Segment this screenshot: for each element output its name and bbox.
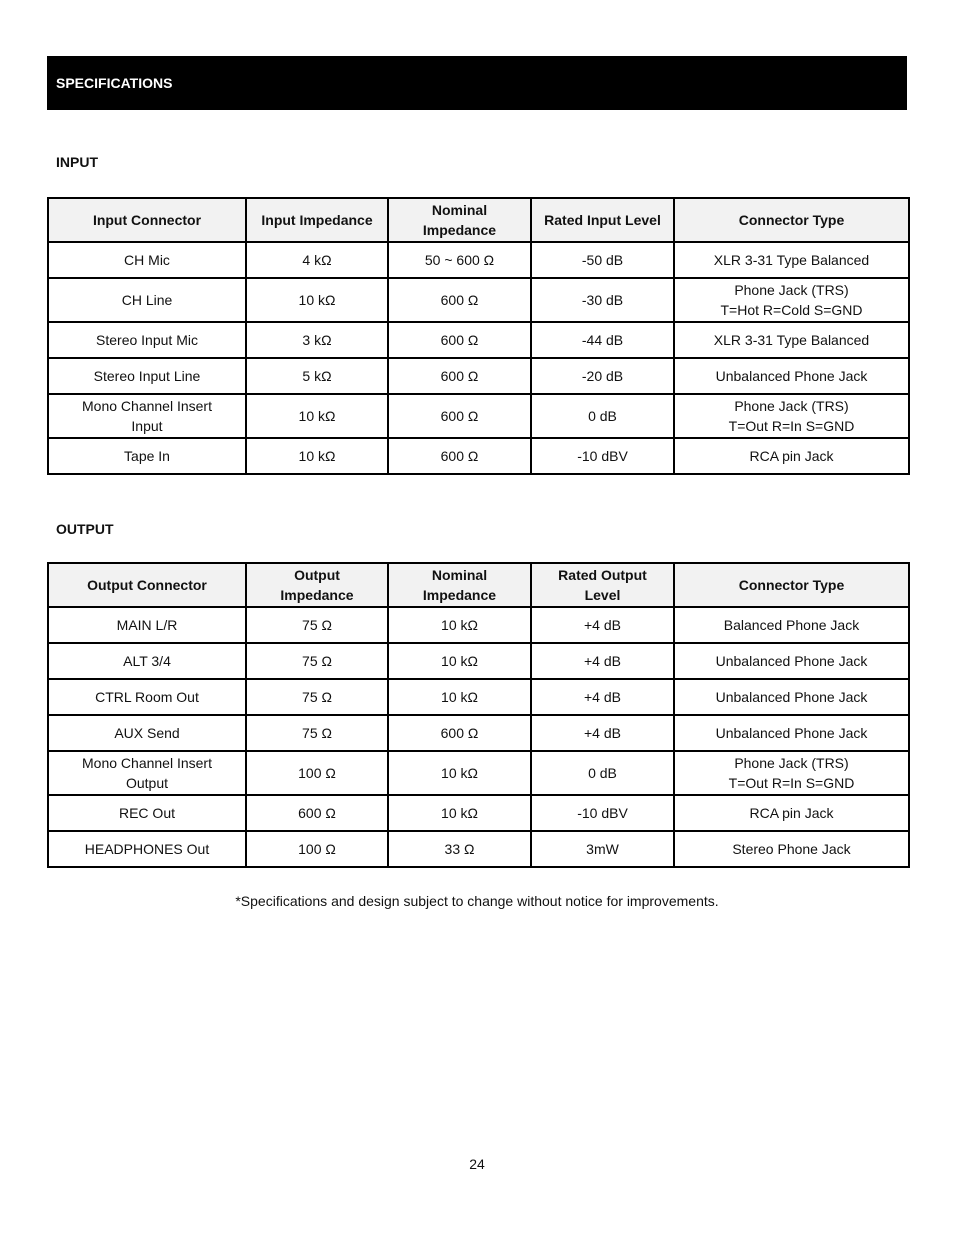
table-cell: Mono Channel Insert Output xyxy=(48,751,246,795)
table-cell: 50 ~ 600 Ω xyxy=(388,242,531,278)
table-cell: Balanced Phone Jack xyxy=(674,607,909,643)
table-cell: Phone Jack (TRS) T=Out R=In S=GND xyxy=(674,751,909,795)
table-cell: 10 kΩ xyxy=(246,394,388,438)
header-cell: Output Connector xyxy=(48,563,246,607)
header-cell: Nominal Impedance xyxy=(388,563,531,607)
table-cell: XLR 3-31 Type Balanced xyxy=(674,322,909,358)
table-row xyxy=(48,438,909,474)
table-cell: 0 dB xyxy=(531,751,674,795)
table-row xyxy=(48,607,909,643)
table-row xyxy=(48,679,909,715)
table-cell: 600 Ω xyxy=(388,394,531,438)
header-cell: Rated Output Level xyxy=(531,563,674,607)
table-cell: +4 dB xyxy=(531,679,674,715)
input-table-body xyxy=(48,242,909,474)
table-cell: Unbalanced Phone Jack xyxy=(674,679,909,715)
table-cell: Stereo Input Line xyxy=(48,358,246,394)
table-cell: 600 Ω xyxy=(388,358,531,394)
table-cell: -50 dB xyxy=(531,242,674,278)
header-cell: Nominal Impedance xyxy=(388,198,531,242)
header-cell: Connector Type xyxy=(674,563,909,607)
output-table-body xyxy=(48,607,909,867)
table-cell: 0 dB xyxy=(531,394,674,438)
banner-title: SPECIFICATIONS xyxy=(56,75,173,91)
table-cell: 100 Ω xyxy=(246,751,388,795)
table-row xyxy=(48,242,909,278)
table-cell: Stereo Input Mic xyxy=(48,322,246,358)
table-cell: Tape In xyxy=(48,438,246,474)
table-cell: -44 dB xyxy=(531,322,674,358)
table-cell: +4 dB xyxy=(531,643,674,679)
table-cell: XLR 3-31 Type Balanced xyxy=(674,242,909,278)
table-row xyxy=(48,322,909,358)
table-cell: 75 Ω xyxy=(246,715,388,751)
table-cell: 3 kΩ xyxy=(246,322,388,358)
table-cell: 10 kΩ xyxy=(246,438,388,474)
table-cell: HEADPHONES Out xyxy=(48,831,246,867)
table-row xyxy=(48,715,909,751)
page-number: 24 xyxy=(469,1156,485,1172)
table-cell: 600 Ω xyxy=(246,795,388,831)
table-cell: Unbalanced Phone Jack xyxy=(674,715,909,751)
table-cell: AUX Send xyxy=(48,715,246,751)
header-cell: Rated Input Level xyxy=(531,198,674,242)
table-cell: -10 dBV xyxy=(531,795,674,831)
table-cell: -10 dBV xyxy=(531,438,674,474)
table-row xyxy=(48,358,909,394)
table-row xyxy=(48,831,909,867)
table-cell: 10 kΩ xyxy=(388,607,531,643)
table-cell: 75 Ω xyxy=(246,643,388,679)
table-cell: 75 Ω xyxy=(246,679,388,715)
table-cell: Unbalanced Phone Jack xyxy=(674,643,909,679)
table-cell: 600 Ω xyxy=(388,438,531,474)
header-cell: Input Impedance xyxy=(246,198,388,242)
table-cell: RCA pin Jack xyxy=(674,438,909,474)
table-cell: +4 dB xyxy=(531,607,674,643)
table-cell: 3mW xyxy=(531,831,674,867)
table-cell: 600 Ω xyxy=(388,322,531,358)
table-cell: -30 dB xyxy=(531,278,674,322)
table-cell: 33 Ω xyxy=(388,831,531,867)
table-header-row xyxy=(48,563,909,607)
table-row xyxy=(48,795,909,831)
table-cell: CTRL Room Out xyxy=(48,679,246,715)
table-cell: Unbalanced Phone Jack xyxy=(674,358,909,394)
table-cell: 10 kΩ xyxy=(246,278,388,322)
table-cell: +4 dB xyxy=(531,715,674,751)
table-cell: Phone Jack (TRS) T=Out R=In S=GND xyxy=(674,394,909,438)
table-cell: 5 kΩ xyxy=(246,358,388,394)
table-cell: 10 kΩ xyxy=(388,751,531,795)
table-cell: Mono Channel Insert Input xyxy=(48,394,246,438)
table-cell: MAIN L/R xyxy=(48,607,246,643)
table-row xyxy=(48,643,909,679)
header-cell: Input Connector xyxy=(48,198,246,242)
footnote: *Specifications and design subject to change without notice for improvements. xyxy=(235,893,719,909)
table-cell: 600 Ω xyxy=(388,715,531,751)
table-cell: 10 kΩ xyxy=(388,643,531,679)
header-cell: Connector Type xyxy=(674,198,909,242)
table-row xyxy=(48,751,909,795)
table-cell: 10 kΩ xyxy=(388,795,531,831)
table-cell: RCA pin Jack xyxy=(674,795,909,831)
table-cell: Phone Jack (TRS) T=Hot R=Cold S=GND xyxy=(674,278,909,322)
table-row xyxy=(48,394,909,438)
table-cell: 100 Ω xyxy=(246,831,388,867)
header-cell: Output Impedance xyxy=(246,563,388,607)
table-cell: Stereo Phone Jack xyxy=(674,831,909,867)
input-spec-table xyxy=(47,197,910,475)
table-cell: CH Line xyxy=(48,278,246,322)
table-cell: CH Mic xyxy=(48,242,246,278)
output-spec-table xyxy=(47,562,910,868)
input-section-label: INPUT xyxy=(56,154,98,170)
table-header-row xyxy=(48,198,909,242)
output-section-label: OUTPUT xyxy=(56,521,114,537)
specifications-banner xyxy=(47,56,907,110)
table-row xyxy=(48,278,909,322)
table-cell: 4 kΩ xyxy=(246,242,388,278)
table-cell: REC Out xyxy=(48,795,246,831)
table-cell: ALT 3/4 xyxy=(48,643,246,679)
table-cell: 75 Ω xyxy=(246,607,388,643)
table-cell: 10 kΩ xyxy=(388,679,531,715)
table-cell: 600 Ω xyxy=(388,278,531,322)
table-cell: -20 dB xyxy=(531,358,674,394)
